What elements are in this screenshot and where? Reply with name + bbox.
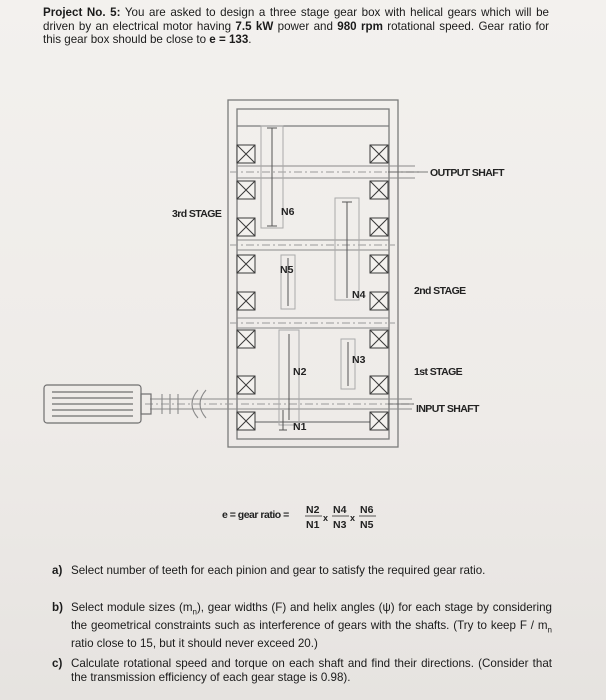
gear-label-n1: N1 — [293, 421, 307, 433]
stage-3-label: 3rd STAGE — [172, 208, 222, 220]
intermediate-shaft-lower — [230, 318, 395, 328]
intro-text: . — [248, 33, 252, 47]
question-c — [52, 657, 552, 684]
question-text: ), gear widths (F) and helix angles (ψ) for each stage by considering the geometrical constraints such as interference of gears with the shafts. (Try to keep F / m — [71, 601, 553, 632]
fraction-2-denominator: N3 — [333, 519, 347, 531]
gear-n1 — [279, 410, 287, 430]
intermediate-shaft-upper — [230, 240, 395, 250]
electric-motor — [44, 385, 151, 423]
formula-left: e = gear ratio = — [222, 509, 289, 521]
stage-1-label: 1st STAGE — [414, 366, 463, 378]
intro-text: power and — [273, 19, 338, 33]
question-label: b) — [52, 601, 63, 614]
target-ratio: e = 133 — [209, 33, 249, 47]
gear-n6 — [261, 126, 283, 228]
question-text: Calculate rotational speed and torque on each shaft and find their directions. (Consider that the transmission efficiency of each gear stage is 0.98). — [71, 657, 552, 684]
gear-label-n6: N6 — [281, 206, 295, 218]
left-bearing-column — [237, 145, 255, 430]
input-shaft-label: INPUT SHAFT — [416, 403, 479, 415]
right-bearing-column — [370, 145, 388, 430]
project-title: Project No. 5: — [43, 6, 121, 19]
intro-text: rotational speed. Gear ratio for this gear box should be close to — [43, 19, 550, 47]
question-label: c) — [52, 657, 63, 670]
subscript-n: n — [547, 625, 552, 635]
subscript-n: n — [192, 607, 197, 617]
output-shaft-label: OUTPUT SHAFT — [430, 167, 504, 179]
fraction-3-denominator: N5 — [360, 519, 374, 531]
gear-ratio-formula — [222, 504, 376, 531]
fraction-1-numerator: N2 — [306, 504, 320, 516]
gear-label-n4: N4 — [352, 289, 366, 301]
times-1: x — [323, 513, 329, 523]
intro-text: You are asked to design a three stage gear box with helical gears which will be driven by an electrical motor having — [43, 6, 549, 33]
stage-2-label: 2nd STAGE — [414, 285, 466, 297]
motor-power: 7.5 kW — [235, 19, 274, 33]
question-a — [52, 564, 552, 578]
motor-speed: 980 rpm — [337, 19, 383, 33]
question-text: ratio close to 15, but it should never exceed 20.) — [71, 636, 318, 650]
fraction-2-numerator: N4 — [333, 504, 347, 516]
gear-label-n3: N3 — [352, 354, 366, 366]
input-shaft — [145, 399, 416, 409]
question-text: Select module sizes (m — [71, 601, 193, 614]
gear-n4 — [335, 198, 359, 300]
fraction-1-denominator: N1 — [306, 519, 320, 531]
question-b — [52, 601, 552, 650]
gear-label-n2: N2 — [293, 366, 307, 378]
question-text: Select number of teeth for each pinion and gear to satisfy the required gear ratio. — [71, 564, 486, 577]
gear-label-n5: N5 — [280, 264, 294, 276]
question-label: a) — [52, 564, 63, 577]
bearings — [237, 145, 388, 430]
times-2: x — [350, 513, 356, 523]
fraction-3-numerator: N6 — [360, 504, 374, 516]
